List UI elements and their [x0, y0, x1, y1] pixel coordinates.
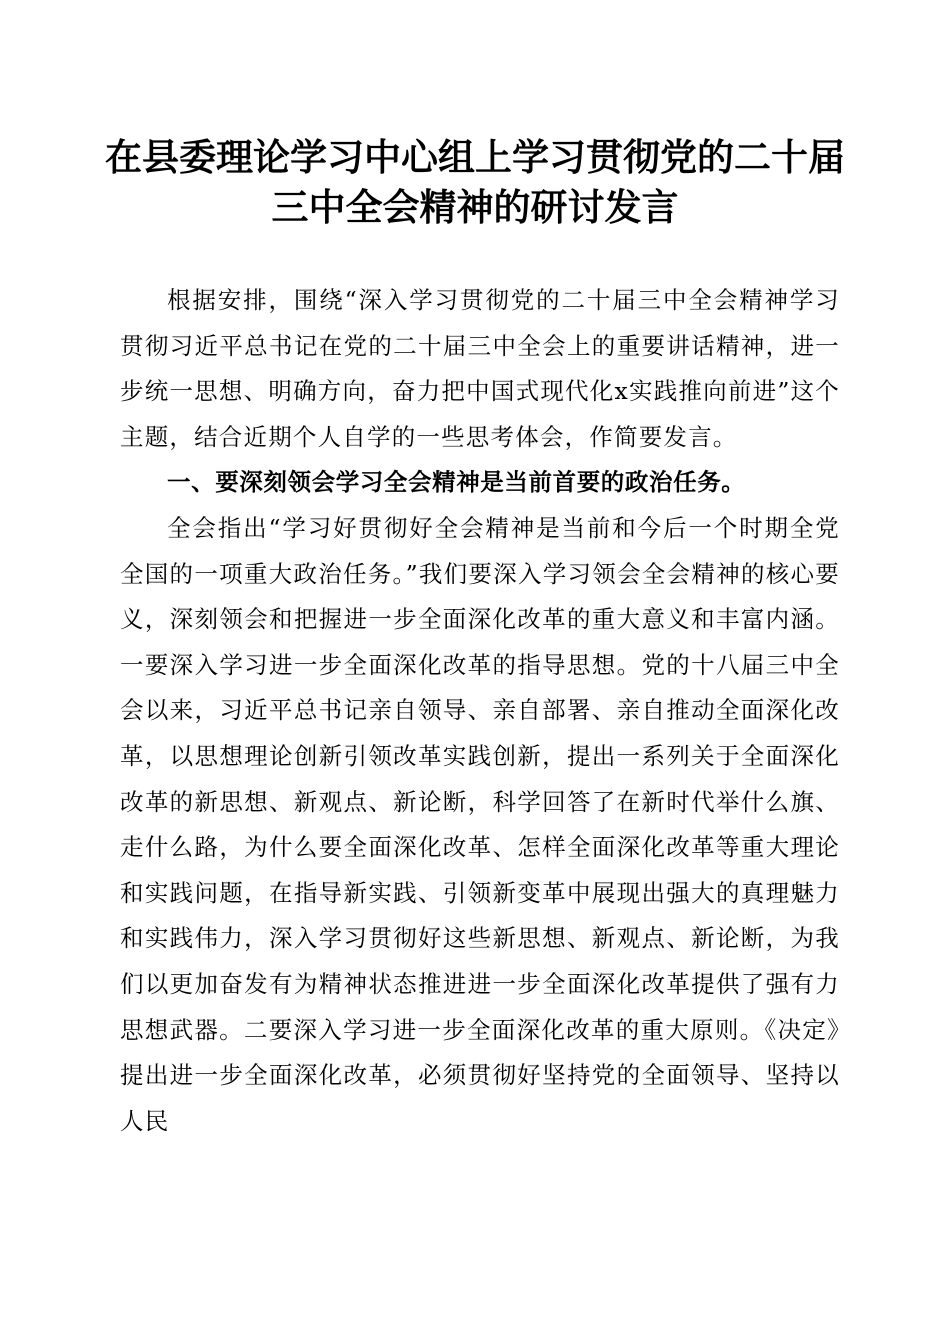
title-line-2: 三中全会精神的研讨发言	[271, 185, 679, 229]
title-line-1: 在县委理论学习中心组上学习贯彻党的二十届	[105, 135, 845, 179]
section-1-paragraph: 全会指出“学习好贯彻好全会精神是当前和今后一个时期全党全国的一项重大政治任务。”我们要深入学习领会全会精神的核心要义，深刻领会和把握进一步全面深化改革的重大意义和丰富内涵。一要深入学习进一步全面深化改革的指导思想。党的十八届三中全会以来，习近平总书记亲自领导、亲自部署、亲自推动全面深化改革，以思想理论创新引领改革实践创新，提出一系列关于全面深化改革的新思想、新观点、新论断，科学回答了在新时代举什么旗、走什么路，为什么要全面深化改革、怎样全面深化改革等重大理论和实践问题，在指导新实践、引领新变革中展现出强大的真理魅力和实践伟力，深入学习贯彻好这些新思想、新观点、新论断，为我们以更加奋发有为精神状态推进进一步全面深化改革提供了强有力思想武器。二要深入学习进一步全面深化改革的重大原则。《决定》提出进一步全面深化改革，必须贯彻好坚持党的全面领导、坚持以人民	[120, 513, 840, 1135]
document-title	[100, 132, 850, 232]
intro-paragraph: 根据安排，围绕“深入学习贯彻党的二十届三中全会精神学习贯彻习近平总书记在党的二十届三中全会上的重要讲话精神，进一步统一思想、明确方向，奋力把中国式现代化x实践推向前进”这个主题，结合近期个人自学的一些思考体会，作简要发言。	[120, 286, 840, 451]
document-body	[120, 278, 840, 1144]
section-heading-1: 一、要深刻领会学习全会精神是当前首要的政治任务。	[167, 468, 746, 497]
